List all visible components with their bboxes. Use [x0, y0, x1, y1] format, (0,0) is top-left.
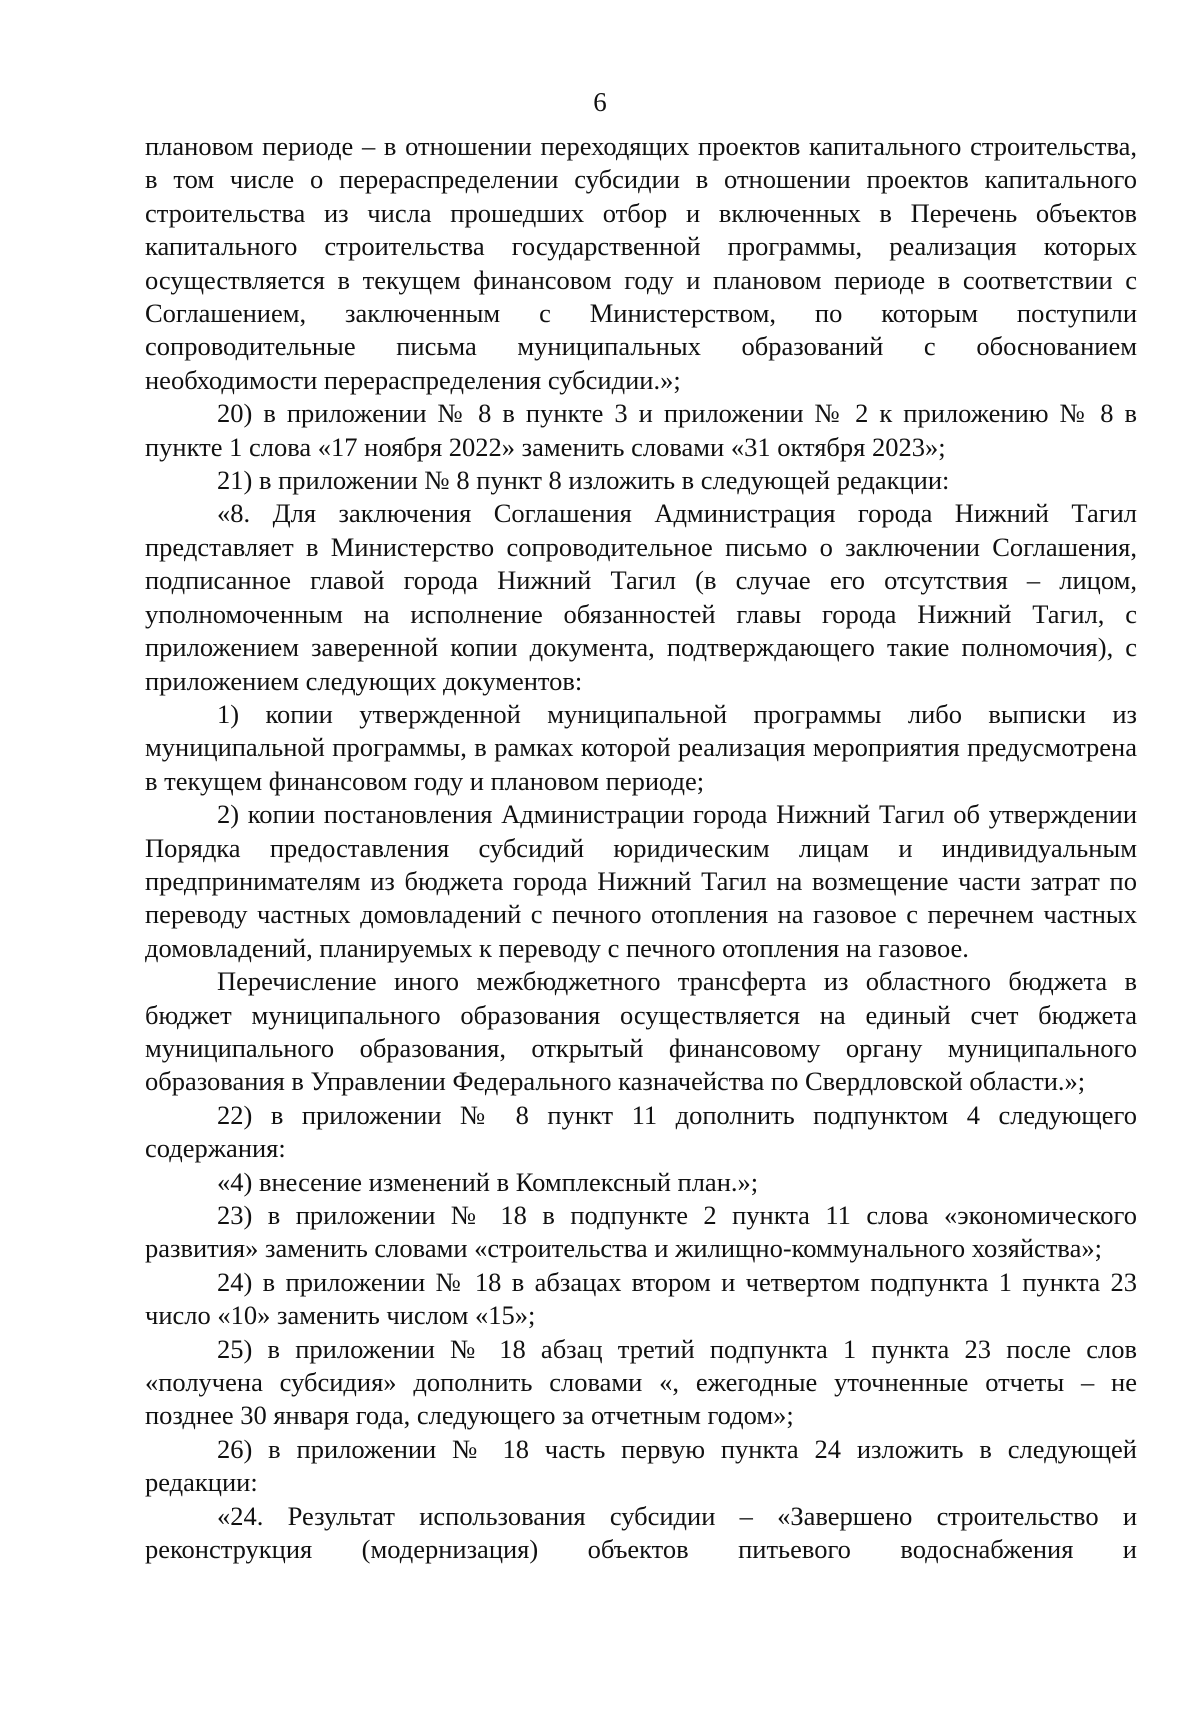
paragraph-item-22: 22) в приложении № 8 пункт 11 дополнить подпунктом 4 следующего содержания: [145, 1099, 1137, 1164]
paragraph-item-21: 21) в приложении № 8 пункт 8 изложить в следующей редакции: [217, 465, 950, 496]
paragraph-item-23: 23) в приложении № 18 в подпункте 2 пункта 11 слова «экономического развития» заменить словами «строительства и жилищно-коммунального хозяйства»; [145, 1200, 1137, 1264]
paragraph-quote-subitem-4: «4) внесение изменений в Комплексный план.»; [217, 1166, 759, 1197]
document-body [145, 130, 1137, 1566]
paragraph-clause-24: «24. Результат использования субсидии – «Завершено строительство и реконструкция (модернизация) объектов питьевого водоснабжения и [145, 1500, 1137, 1565]
paragraph-clause-8: «8. Для заключения Соглашения Администрация города Нижний Тагил представляет в Министерство сопроводительное письмо о заключении Соглашения, подписанное главой города Нижний Тагил (в случае его отсутствия – лицом, уполномоченным на исполнение обязанностей главы города Нижний Тагил, с приложением заверенной копии документа, подтверждающего такие полномочия), с приложением следующих документов: [145, 498, 1137, 696]
paragraph-item-24: 24) в приложении № 18 в абзацах втором и четвертом подпункта 1 пункта 23 число «10» заменить числом «15»; [145, 1266, 1137, 1331]
paragraph-item-26: 26) в приложении № 18 часть первую пункта 24 изложить в следующей редакции: [145, 1433, 1137, 1498]
paragraph-subitem-2: 2) копии постановления Администрации города Нижний Тагил об утверждении Порядка предоставления субсидий юридическим лицам и индивидуальным предпринимателям из бюджета города Нижний Тагил на возмещение части затрат по переводу частных домовладений с печного отопления на газовое с перечнем частных домовладений, планируемых к переводу с печного отопления на газовое. [145, 799, 1137, 963]
paragraph-subitem-1: 1) копии утвержденной муниципальной программы либо выписки из муниципальной программы, в рамках которой реализация мероприятия предусмотрена в текущем финансовом году и плановом периоде; [145, 698, 1137, 796]
paragraph-transfer: Перечисление иного межбюджетного трансферта из областного бюджета в бюджет муниципального образования осуществляется на единый счет бюджета муниципального образования, открытый финансовому органу муниципального образования в Управлении Федерального казначейства по Свердловской области.»; [145, 966, 1137, 1097]
paragraph-item-20: 20) в приложении № 8 в пункте 3 и приложении № 2 к приложению № 8 в пункте 1 слова «17 ноября 2022» заменить словами «31 октября 2023»; [145, 398, 1137, 462]
paragraph-continuation: плановом периоде – в отношении переходящих проектов капитального строительства, в том числе о перераспределении субсидии в отношении проектов капитального строительства из числа прошедших отбор и включенных в Перечень объектов капитального строительства государственной программы, реализация которых осуществляется в текущем финансовом году и плановом периоде в соответствии с Соглашением, заключенным с Министерством, по которым поступили сопроводительные письма муниципальных образований с обоснованием необходимости перераспределения субсидии.»; [145, 131, 1137, 395]
paragraph-item-25: 25) в приложении № 18 абзац третий подпункта 1 пункта 23 после слов «получена субсидия» дополнить словами «, ежегодные уточненные отчеты – не позднее 30 января года, следующего за отчетным годом»; [145, 1333, 1137, 1431]
page-number: 6 [593, 87, 607, 117]
